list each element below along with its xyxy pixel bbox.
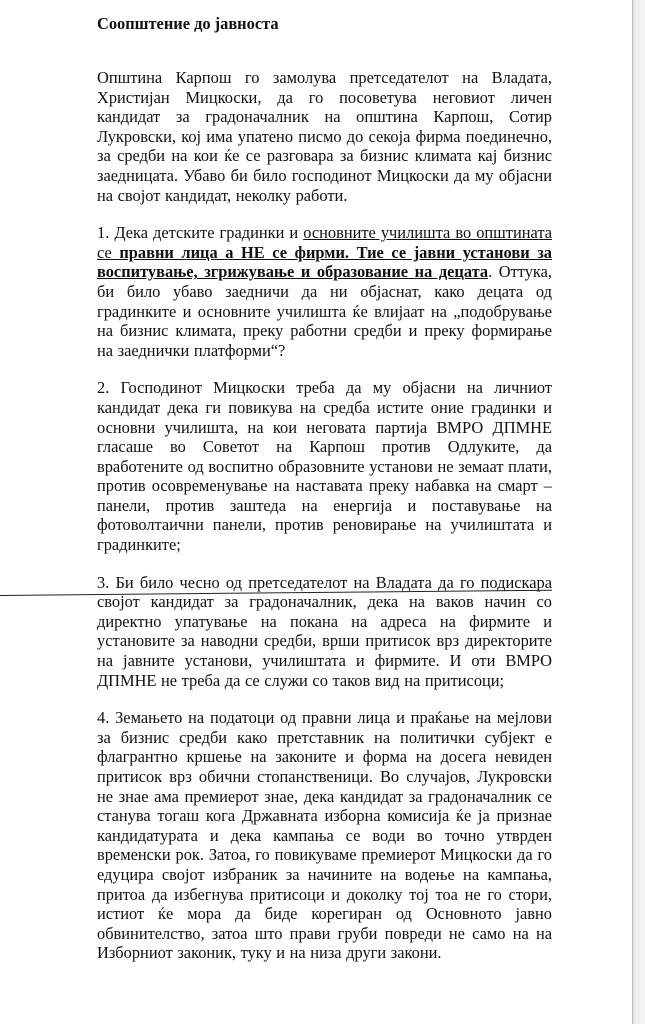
point-4-paragraph: 4. Земањето на податоци од правни лица и праќање на мејлови за бизнис средби како претставник на политички субјект е флагрантно кршење на законите и форма на досега невиден притисок врз обични стопанственици. Во случајов, Лукровски не знае ама премиерот знае, дека кандидат за градоначалник се станува тогаш кога Државната изборна комисија ќе ја признае кандидатурата и дека кампања се води во точно утврден временски рок. Затоа, го повикуваме премиерот Мицкоски да го едуцира својот избраник за начините на водење на кампања, притоа да избегнува притисоци и доколку тој тоа не го стори, истиот ќе мора да биде корегиран од Основното јавно обвинителство, затоа што прави груби повреди не само на на Изборниот законик, туку и на низа други закони. [97, 708, 552, 963]
point-1-lead: 1. Дека детските градинки и [97, 223, 304, 243]
page-title: Соопштение до јавноста [97, 14, 279, 33]
point-1-underlined: основните училишта во општината се [97, 223, 552, 262]
point-3-paragraph: 3. Би било чесно од претседателот на Владата да го подискара својот кандидат за градоначалник, дека на ваков начин со директно упатување на покана на адреса на фирмите и установите за наводни средби, врши притисок врз директорите на јавните установи, училиштата и фирмите. И оти ВМРО ДПМНЕ не треба да се служи со таков вид на притисоци; [97, 572, 552, 690]
intro-paragraph: Општина Карпош го замолува претседателот на Владата, Христијан Мицкоски, да го посоветува неговиот личен кандидат за градоначалник на општина Карпош, Сотир Лукровски, кој има упатено писмо до секоја фирма поединечно, за средби на кои ќе се разговара за бизнис климата кај бизнис заедницата. Убаво би било господинот Мицкоски да му објасни на својот кандидат, неколку работи. [97, 68, 552, 205]
point-1-bold-underlined: правни лица а НЕ се фирми. Тие се јавни установи за воспитување, згрижување и образование на децата [97, 242, 552, 282]
point-1-paragraph [97, 223, 552, 360]
document-body [97, 14, 552, 981]
point-2-paragraph: 2. Господинот Мицкоски треба да му објасни на личниот кандидат дека ги повикува на средба истите оние градинки и основни училишта, на кои неговата партија ВМРО ДПМНЕ гласаше во Советот на Карпош против Одлуките, да вработените од воспитно образовните установи не земаат плати, против осовременување на наставата преку набавка на смарт – панели, против заштеда на енергија и поставување на фотоволтаични панели, против реновирање на училиштата и градинките; [97, 378, 552, 555]
point-1-rest: . Оттука, би било убаво заедничи да ни објаснат, како децата од градинките и основните училишта ќе влијаат на „подобрување на бизнис климата, преку работни средби и преку формирање на заеднички платформи“? [97, 262, 552, 360]
page-edge-shadow [632, 0, 645, 1024]
